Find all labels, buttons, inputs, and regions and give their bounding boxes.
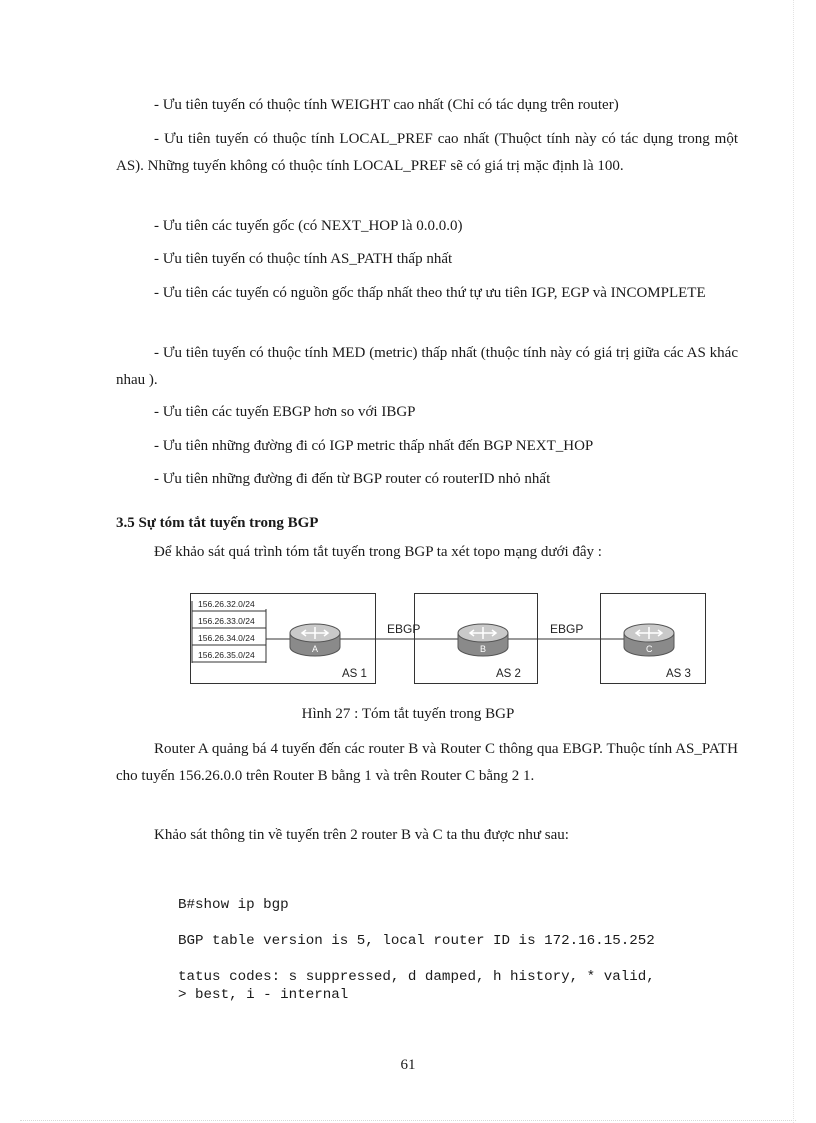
section-heading: 3.5 Sự tóm tắt tuyến trong BGP — [116, 515, 319, 531]
network-label-4: 156.26.35.0/24 — [198, 650, 255, 660]
router-c-label: C — [646, 644, 653, 654]
as3-label: AS 3 — [666, 668, 691, 680]
as1-label: AS 1 — [342, 668, 367, 680]
bullet-weight: - Ưu tiên tuyến có thuộc tính WEIGHT cao nhất (Chỉ có tác dụng trên router) — [154, 97, 619, 113]
code-line-status-codes: tatus codes: s suppressed, d damped, h history, * valid, > best, i - internal — [178, 969, 655, 1003]
router-a-label: A — [312, 644, 319, 654]
ebgp-label-1: EBGP — [387, 622, 421, 636]
ebgp-label-2: EBGP — [550, 622, 584, 636]
network-topology-diagram — [190, 593, 706, 685]
margin-divider — [793, 0, 794, 1123]
router-c-icon — [624, 624, 674, 656]
bullet-local-pref: - Ưu tiên tuyến có thuộc tính LOCAL_PREF cao nhất (Thuộct tính này có tác dụng trong một AS). Những tuyến không có thuộc tính LOCAL_PREF sẽ có giá trị mặc định là 100. — [116, 131, 738, 174]
bullet-next-hop: - Ưu tiên các tuyến gốc (có NEXT_HOP là 0.0.0.0) — [154, 218, 463, 234]
code-line-command: B#show ip bgp — [178, 897, 289, 913]
network-label-2: 156.26.33.0/24 — [198, 616, 255, 626]
figure-caption: Hình 27 : Tóm tắt tuyến trong BGP — [301, 706, 515, 722]
router-b-icon — [458, 624, 508, 656]
bullet-router-id: - Ưu tiên những đường đi đến từ BGP router có routerID nhỏ nhất — [154, 471, 551, 487]
bullet-igp-metric: - Ưu tiên những đường đi có IGP metric thấp nhất đến BGP NEXT_HOP — [154, 438, 594, 454]
network-label-1: 156.26.32.0/24 — [198, 599, 255, 609]
router-a-icon — [290, 624, 340, 656]
paragraph-survey: Khảo sát thông tin về tuyến trên 2 router B và C ta thu được như sau: — [154, 827, 569, 843]
network-label-3: 156.26.34.0/24 — [198, 633, 255, 643]
section-intro: Để khảo sát quá trình tóm tắt tuyến trong BGP ta xét topo mạng dưới đây : — [154, 544, 602, 560]
page-number: 61 — [400, 1057, 416, 1073]
router-b-label: B — [480, 644, 487, 654]
paragraph-router-a: Router A quảng bá 4 tuyến đến các router B và Router C thông qua EBGP. Thuộc tính AS_PATH cho tuyến 156.26.0.0 trên Router B bằng 1 và trên Router C bằng 2 1. — [116, 741, 738, 784]
bullet-as-path: - Ưu tiên tuyến có thuộc tính AS_PATH thấp nhất — [154, 251, 453, 267]
bullet-med: - Ưu tiên tuyến có thuộc tính MED (metric) thấp nhất (thuộc tính này có giá trị giữa các AS khác nhau ). — [116, 345, 738, 388]
bullet-ebgp: - Ưu tiên các tuyến EBGP hơn so với IBGP — [154, 404, 416, 420]
code-line-table-version: BGP table version is 5, local router ID is 172.16.15.252 — [178, 933, 655, 949]
bullet-origin: - Ưu tiên các tuyến có nguồn gốc thấp nhất theo thứ tự ưu tiên IGP, EGP và INCOMPLETE — [154, 285, 706, 301]
as2-label: AS 2 — [496, 668, 521, 680]
footer-divider — [20, 1120, 796, 1121]
